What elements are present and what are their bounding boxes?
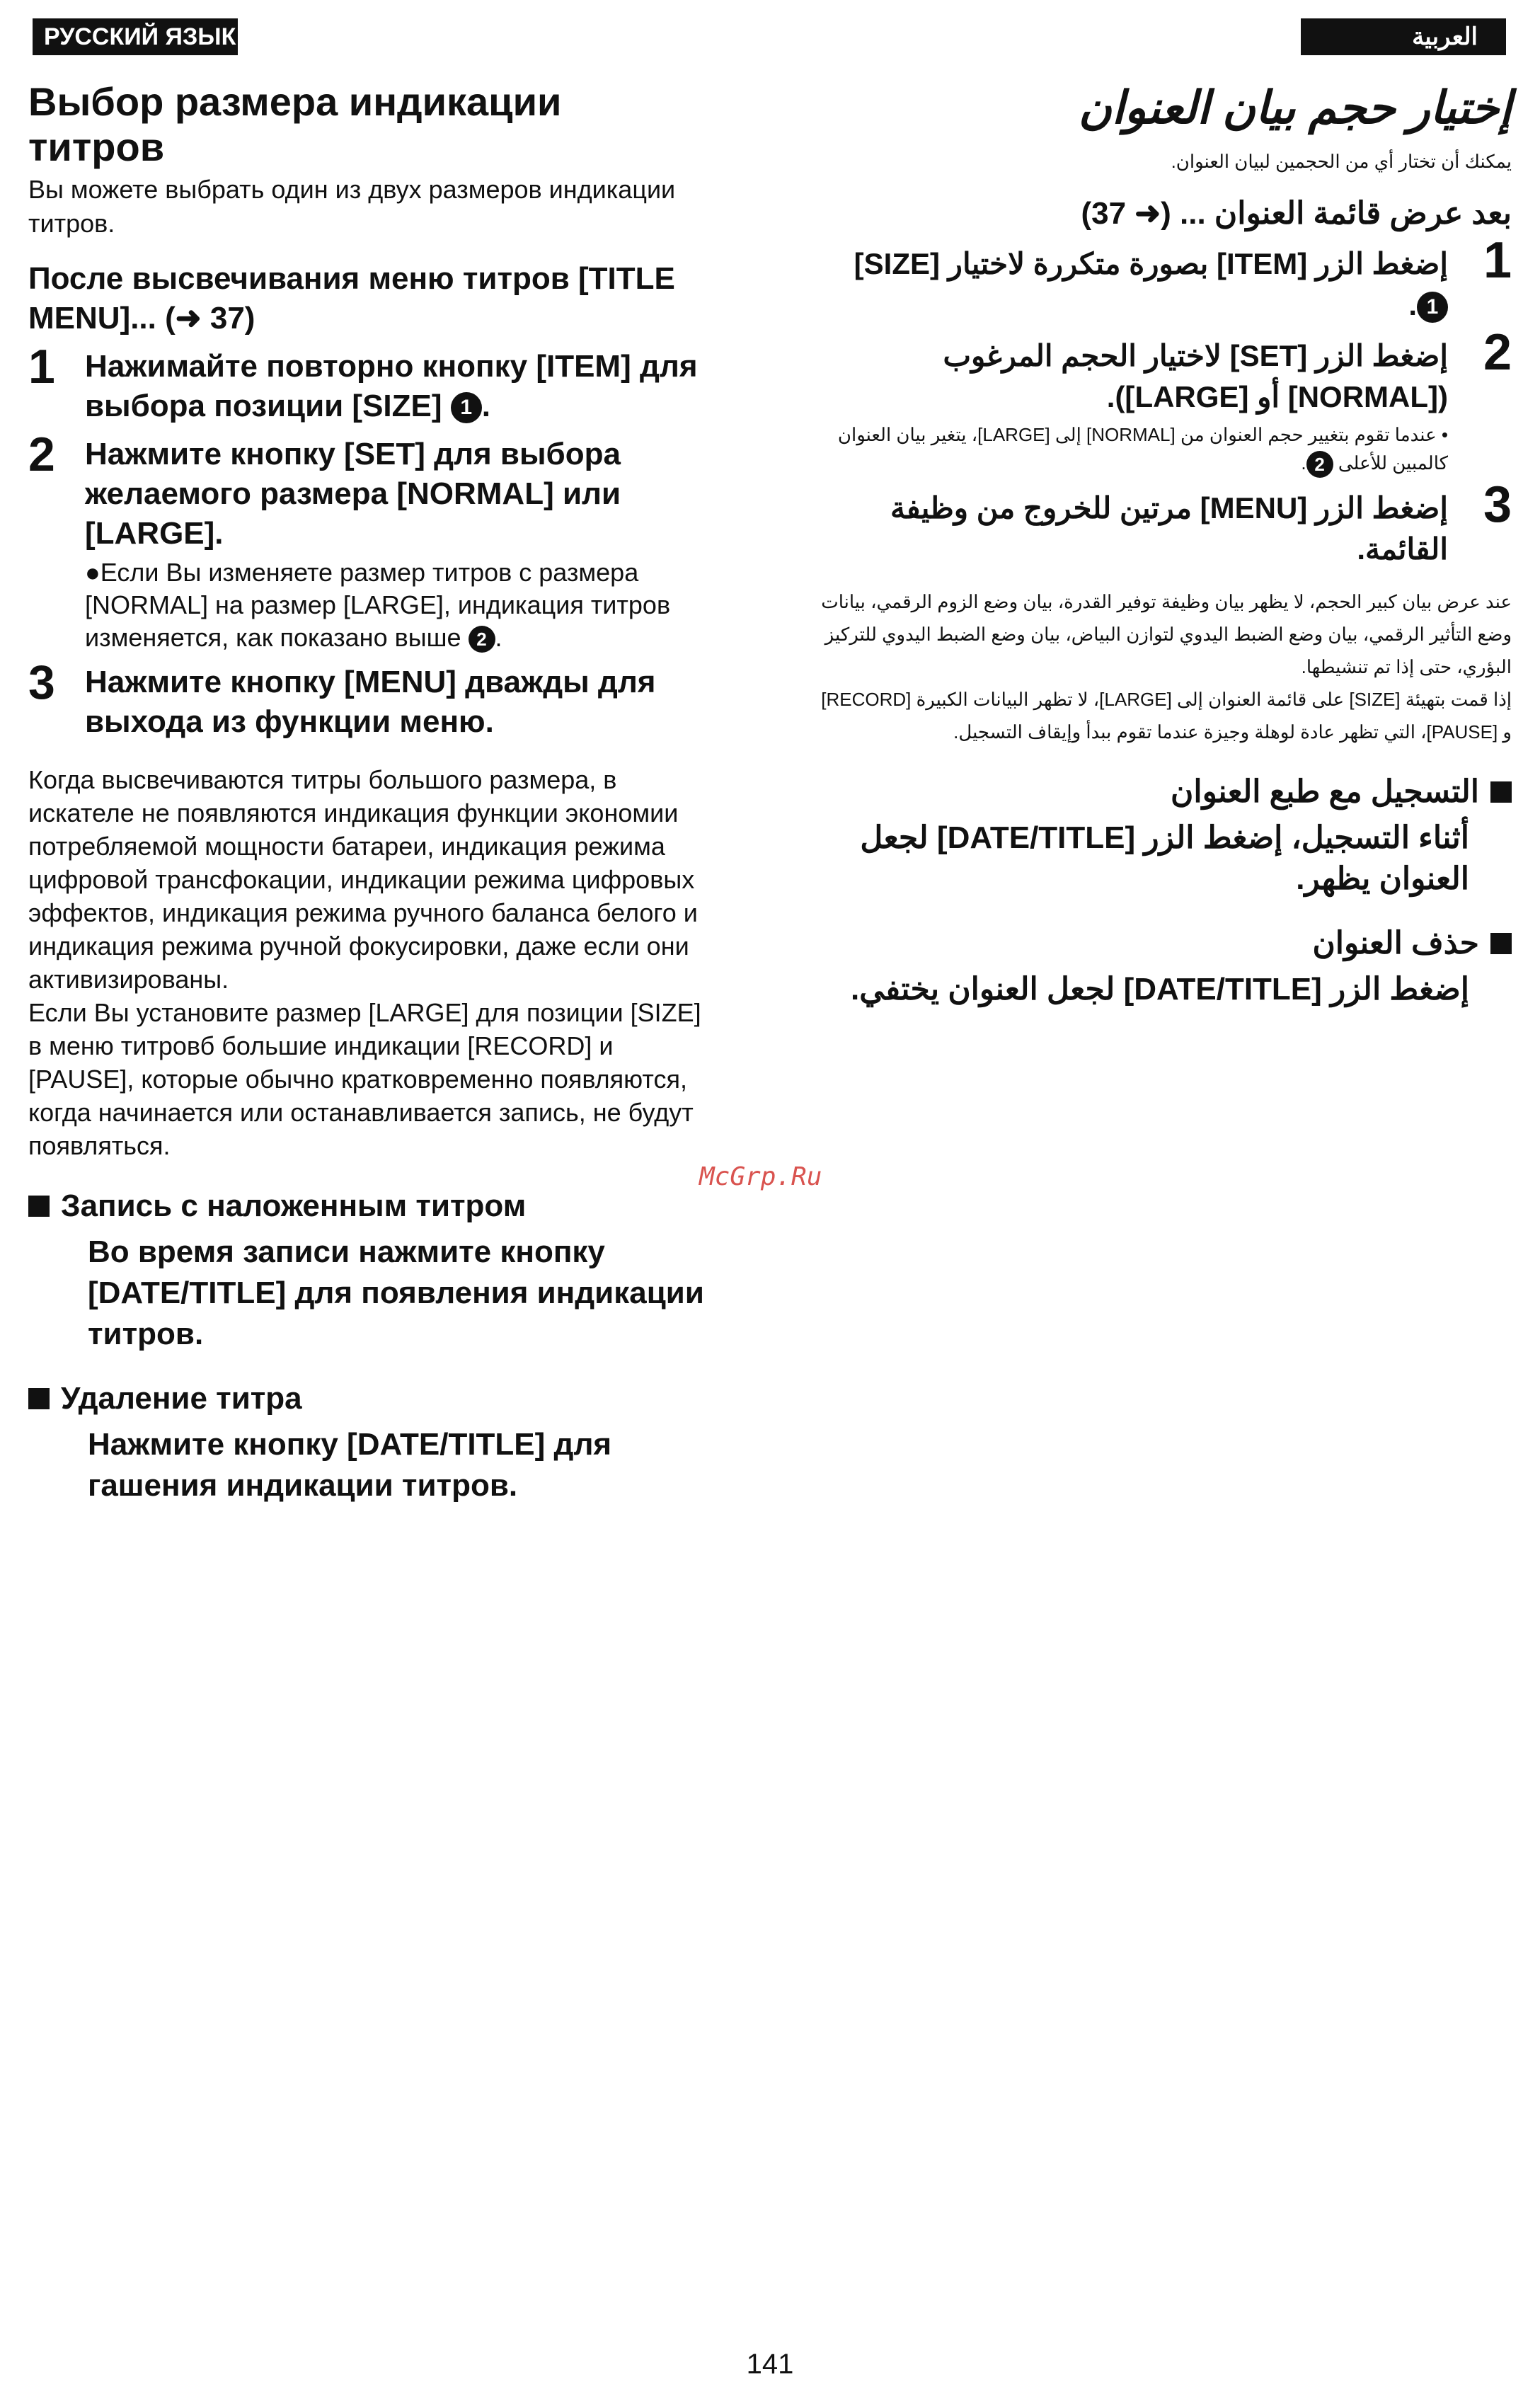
delete-section-heading-arabic (821, 924, 1512, 963)
step-text: Нажмите кнопку [SET] для выбора желаемого размера [NORMAL] или [LARGE]. (85, 437, 621, 551)
step-number: 2 (28, 428, 55, 481)
step-note-body: ●Если Вы изменяете размер титров с размера [NORMAL] на размер [LARGE], индикация титров изменяется, как показано выше (85, 558, 671, 652)
bullet-square-icon (28, 1388, 50, 1409)
step-1 (28, 340, 708, 426)
circled-number-icon: 1 (1417, 292, 1448, 323)
step-text: إضغط الزر [MENU] مرتين للخروج من وظيفة القائمة. (890, 491, 1448, 566)
step-number: 1 (28, 340, 55, 394)
bullet-square-icon (28, 1196, 50, 1217)
language-tab-russian: РУССКИЙ ЯЗЫК (33, 18, 238, 55)
step-text: إضغط الزر [SET] لاختيار الحجم المرغوب ([NORMAL] أو [LARGE]). (943, 339, 1448, 413)
bullet-square-icon (1490, 781, 1512, 803)
step-number: 3 (28, 655, 55, 709)
step-text: Нажимайте повторно кнопку [ITEM] для выбора позиции [SIZE] 1 . (85, 349, 698, 423)
page-title-arabic: إختيار حجم بيان العنوان (1078, 82, 1512, 133)
after-menu-heading: После высвечивания меню титров [TITLE MENU]... (➜ 37) (28, 261, 675, 336)
delete-heading-text: حذف العنوان (1312, 926, 1479, 961)
step-3-arabic (821, 476, 1512, 570)
step-1-arabic (821, 232, 1512, 326)
paragraph-1: Когда высвечиваются титры большого размера, в искателе не появляются индикация функции экономии потребляемой мощности батареи, индикация режима цифровой трансфокации, индикации режима цифровых эффектов, индикация режима ручного баланса белого и индикация режима ручной фокусировки, даже если они активизированы. (28, 765, 698, 994)
step-text-body: Нажимайте повторно кнопку [ITEM] для выбора позиции [SIZE] (85, 349, 698, 423)
intro-text-arabic: يمكنك أن تختار أي من الحجمين لبيان العنوان. (1171, 151, 1512, 172)
circled-number-icon: 2 (469, 626, 495, 653)
page-number: 141 (746, 2349, 794, 2380)
record-heading-text: Запись с наложенным титром (61, 1188, 527, 1223)
bullet-square-icon (1490, 933, 1512, 954)
arabic-column (821, 79, 1512, 1010)
step-number: 1 (1483, 232, 1512, 289)
step-text-body: إضغط الزر [ITEM] بصورة متكررة لاختيار [SIZE] (854, 247, 1448, 280)
step-3 (28, 655, 708, 742)
record-section-body: Во время записи нажмите кнопку [DATE/TITLE] для появления индикации титров. (88, 1234, 704, 1351)
delete-section-body: Нажмите кнопку [DATE/TITLE] для гашения индикации титров. (88, 1427, 612, 1503)
info-paragraph (28, 763, 708, 1162)
step-number: 2 (1483, 324, 1512, 381)
step-number: 3 (1483, 476, 1512, 534)
delete-section-heading (28, 1379, 708, 1419)
circled-number-icon: 2 (1306, 451, 1333, 478)
delete-section-body-arabic: إضغط الزر [DATE/TITLE] لجعل العنوان يختفي. (851, 972, 1469, 1007)
record-heading-text: التسجيل مع طبع العنوان (1171, 774, 1479, 810)
intro-text: Вы можете выбрать один из двух размеров индикации титров. (28, 175, 676, 238)
paragraph-2: Если Вы установите размер [LARGE] для позиции [SIZE] в меню титровб большие индикации [RECORD] и [PAUSE], которые обычно кратковременно появляются, когда начинается или останавливается запись, не будут появляться. (28, 998, 701, 1160)
step-note-body: • عندما تقوم بتغيير حجم العنوان من [NORMAL] إلى [LARGE]، يتغير بيان العنوان كالمبين للأعلى (837, 424, 1448, 474)
circled-number-icon: 1 (451, 392, 482, 423)
language-tab-arabic: العربية (1301, 18, 1506, 55)
paragraph-2: إذا قمت بتهيئة [SIZE] على قائمة العنوان إلى [LARGE]، لا تظهر البيانات الكبيرة [RECORD] و [PAUSE]، التي تظهر عادة لوهلة وجيزة عندما تقوم ببدأ وإيقاف التسجيل. (821, 689, 1512, 743)
russian-column (28, 79, 708, 1506)
page-title: Выбор размера индикации титров (28, 79, 562, 169)
paragraph-1: عند عرض بيان كبير الحجم، لا يظهر بيان وظيفة توفير القدرة، بيان وضع الزوم الرقمي، بيانات وضع التأثير الرقمي، بيان وضع الضبط اليدوي لتوازن البياض، بيان وضع الضبط اليدوي للتركيز البؤري، حتى إذا تم تنشيطها. (821, 591, 1512, 678)
step-2-arabic (821, 324, 1512, 478)
after-menu-heading-arabic: بعد عرض قائمة العنوان ... (➜ 37) (1081, 196, 1512, 231)
step-note: • عندما تقوم بتغيير حجم العنوان من [NORMAL] إلى [LARGE]، يتغير بيان العنوان كالمبين للأعلى 2. (821, 420, 1448, 478)
step-2 (28, 428, 708, 654)
watermark: McGrp.Ru (699, 1162, 822, 1191)
step-text: إضغط الزر [ITEM] بصورة متكررة لاختيار [SIZE] 1. (854, 247, 1448, 321)
record-section-body-arabic: أثناء التسجيل، إضغط الزر [DATE/TITLE] لجعل العنوان يظهر. (860, 820, 1469, 897)
step-text: Нажмите кнопку [MENU] дважды для выхода из функции меню. (85, 665, 656, 739)
record-section-heading (28, 1186, 708, 1226)
record-section-heading-arabic (821, 772, 1512, 812)
info-paragraph-arabic (821, 585, 1512, 748)
step-note: ●Если Вы изменяете размер титров с размера [NORMAL] на размер [LARGE], индикация титров изменяется, как показано выше 2 . (85, 558, 671, 652)
delete-heading-text: Удаление титра (61, 1381, 302, 1416)
